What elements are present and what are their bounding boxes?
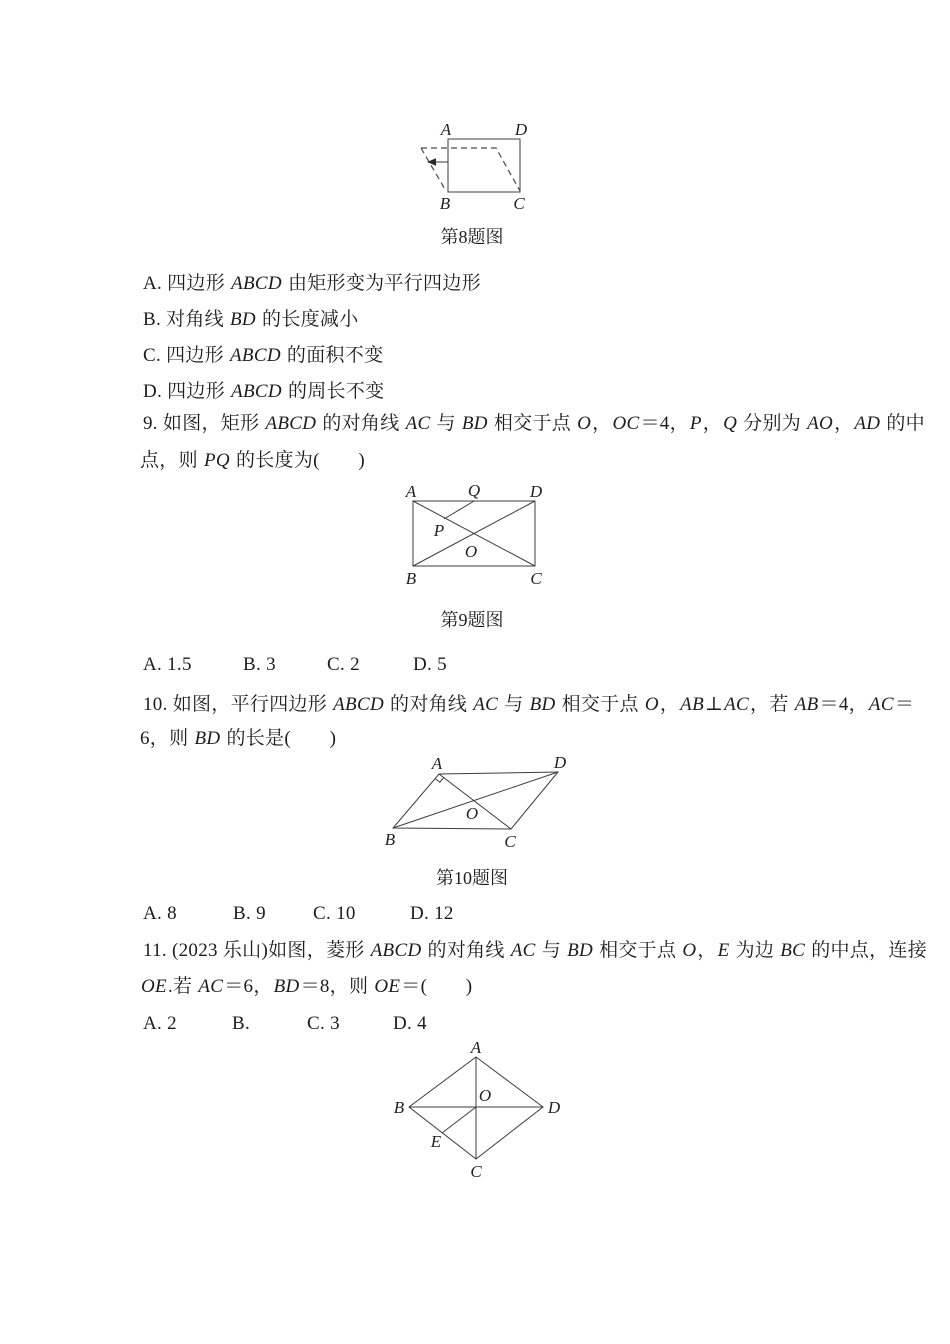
q9-option-c: C. 2: [327, 654, 360, 675]
vertex-label-b: B: [439, 194, 451, 213]
q11-option-c: C. 3: [307, 1013, 340, 1034]
q11-stem-line-2: OE.若 AC＝6，BD＝8，则 OE＝( ): [141, 976, 473, 997]
figure-q10-caption: 第10题图: [436, 868, 508, 888]
q9-option-d: D. 5: [413, 654, 447, 675]
figure-q10: [378, 750, 578, 852]
vertex-label-a: A: [431, 754, 443, 773]
vertex-label-c: C: [530, 569, 542, 588]
q9-stem-line-1: 9. 如图，矩形 ABCD 的对角线 AC 与 BD 相交于点 O，OC＝4，P，Q 分别为 AO，AD 的中: [143, 413, 925, 434]
q11-option-b: B.: [232, 1013, 251, 1034]
q11-option-d: D. 4: [393, 1013, 427, 1034]
point-label-e: E: [430, 1132, 442, 1151]
figure-q9-caption: 第9题图: [440, 610, 504, 630]
vertex-label-c: C: [504, 832, 516, 851]
left-arrow-icon: [427, 158, 436, 166]
segment-pq: [444, 501, 474, 519]
q10-stem-line-2: 6，则 BD 的长是( ): [140, 728, 337, 749]
q11-option-a: A. 2: [143, 1013, 177, 1034]
point-label-p: P: [433, 521, 445, 540]
point-label-o: O: [465, 804, 479, 823]
figure-q8-caption: 第8题图: [440, 227, 504, 247]
vertex-label-b: B: [405, 569, 417, 588]
q10-option-a: A. 8: [143, 903, 177, 924]
vertex-label-d: D: [514, 120, 528, 139]
dashed-parallelogram: [421, 148, 520, 191]
q11-stem-line-1: 11. (2023 乐山)如图，菱形 ABCD 的对角线 AC 与 BD 相交于点 O，E 为边 BC 的中点，连接: [143, 940, 928, 961]
segment-oe: [442, 1107, 476, 1133]
right-angle-mark: [435, 778, 444, 783]
q8-option-b: B. 对角线 BD 的长度减小: [143, 309, 359, 330]
vertex-label-b: B: [393, 1098, 405, 1117]
vertex-label-d: D: [553, 753, 567, 772]
vertex-label-d: D: [547, 1098, 561, 1117]
vertex-label-a: A: [405, 482, 417, 501]
q10-option-d: D. 12: [410, 903, 454, 924]
q8-option-a: A. 四边形 ABCD 由矩形变为平行四边形: [143, 273, 481, 294]
point-label-q: Q: [467, 481, 481, 500]
vertex-label-c: C: [513, 194, 525, 213]
q9-option-b: B. 3: [243, 654, 276, 675]
q8-option-c: C. 四边形 ABCD 的面积不变: [143, 345, 384, 366]
point-label-o: O: [464, 542, 478, 561]
figure-q9: [395, 480, 555, 590]
rectangle-abcd: [448, 139, 520, 192]
point-label-o: O: [478, 1086, 492, 1105]
vertex-label-d: D: [529, 482, 543, 501]
q10-option-c: C. 10: [313, 903, 356, 924]
q10-option-b: B. 9: [233, 903, 266, 924]
q9-stem-line-2: 点，则 PQ 的长度为( ): [140, 450, 365, 471]
vertex-label-b: B: [384, 830, 396, 849]
figure-q8: [390, 112, 560, 217]
vertex-label-c: C: [470, 1162, 482, 1181]
q8-option-d: D. 四边形 ABCD 的周长不变: [143, 381, 385, 402]
q10-stem-line-1: 10. 如图，平行四边形 ABCD 的对角线 AC 与 BD 相交于点 O，AB⊥AC，若 AB＝4，AC＝: [143, 694, 915, 715]
vertex-label-a: A: [470, 1038, 482, 1057]
vertex-label-a: A: [440, 120, 452, 139]
figure-q11: [385, 1038, 570, 1183]
q9-option-a: A. 1.5: [143, 654, 192, 675]
